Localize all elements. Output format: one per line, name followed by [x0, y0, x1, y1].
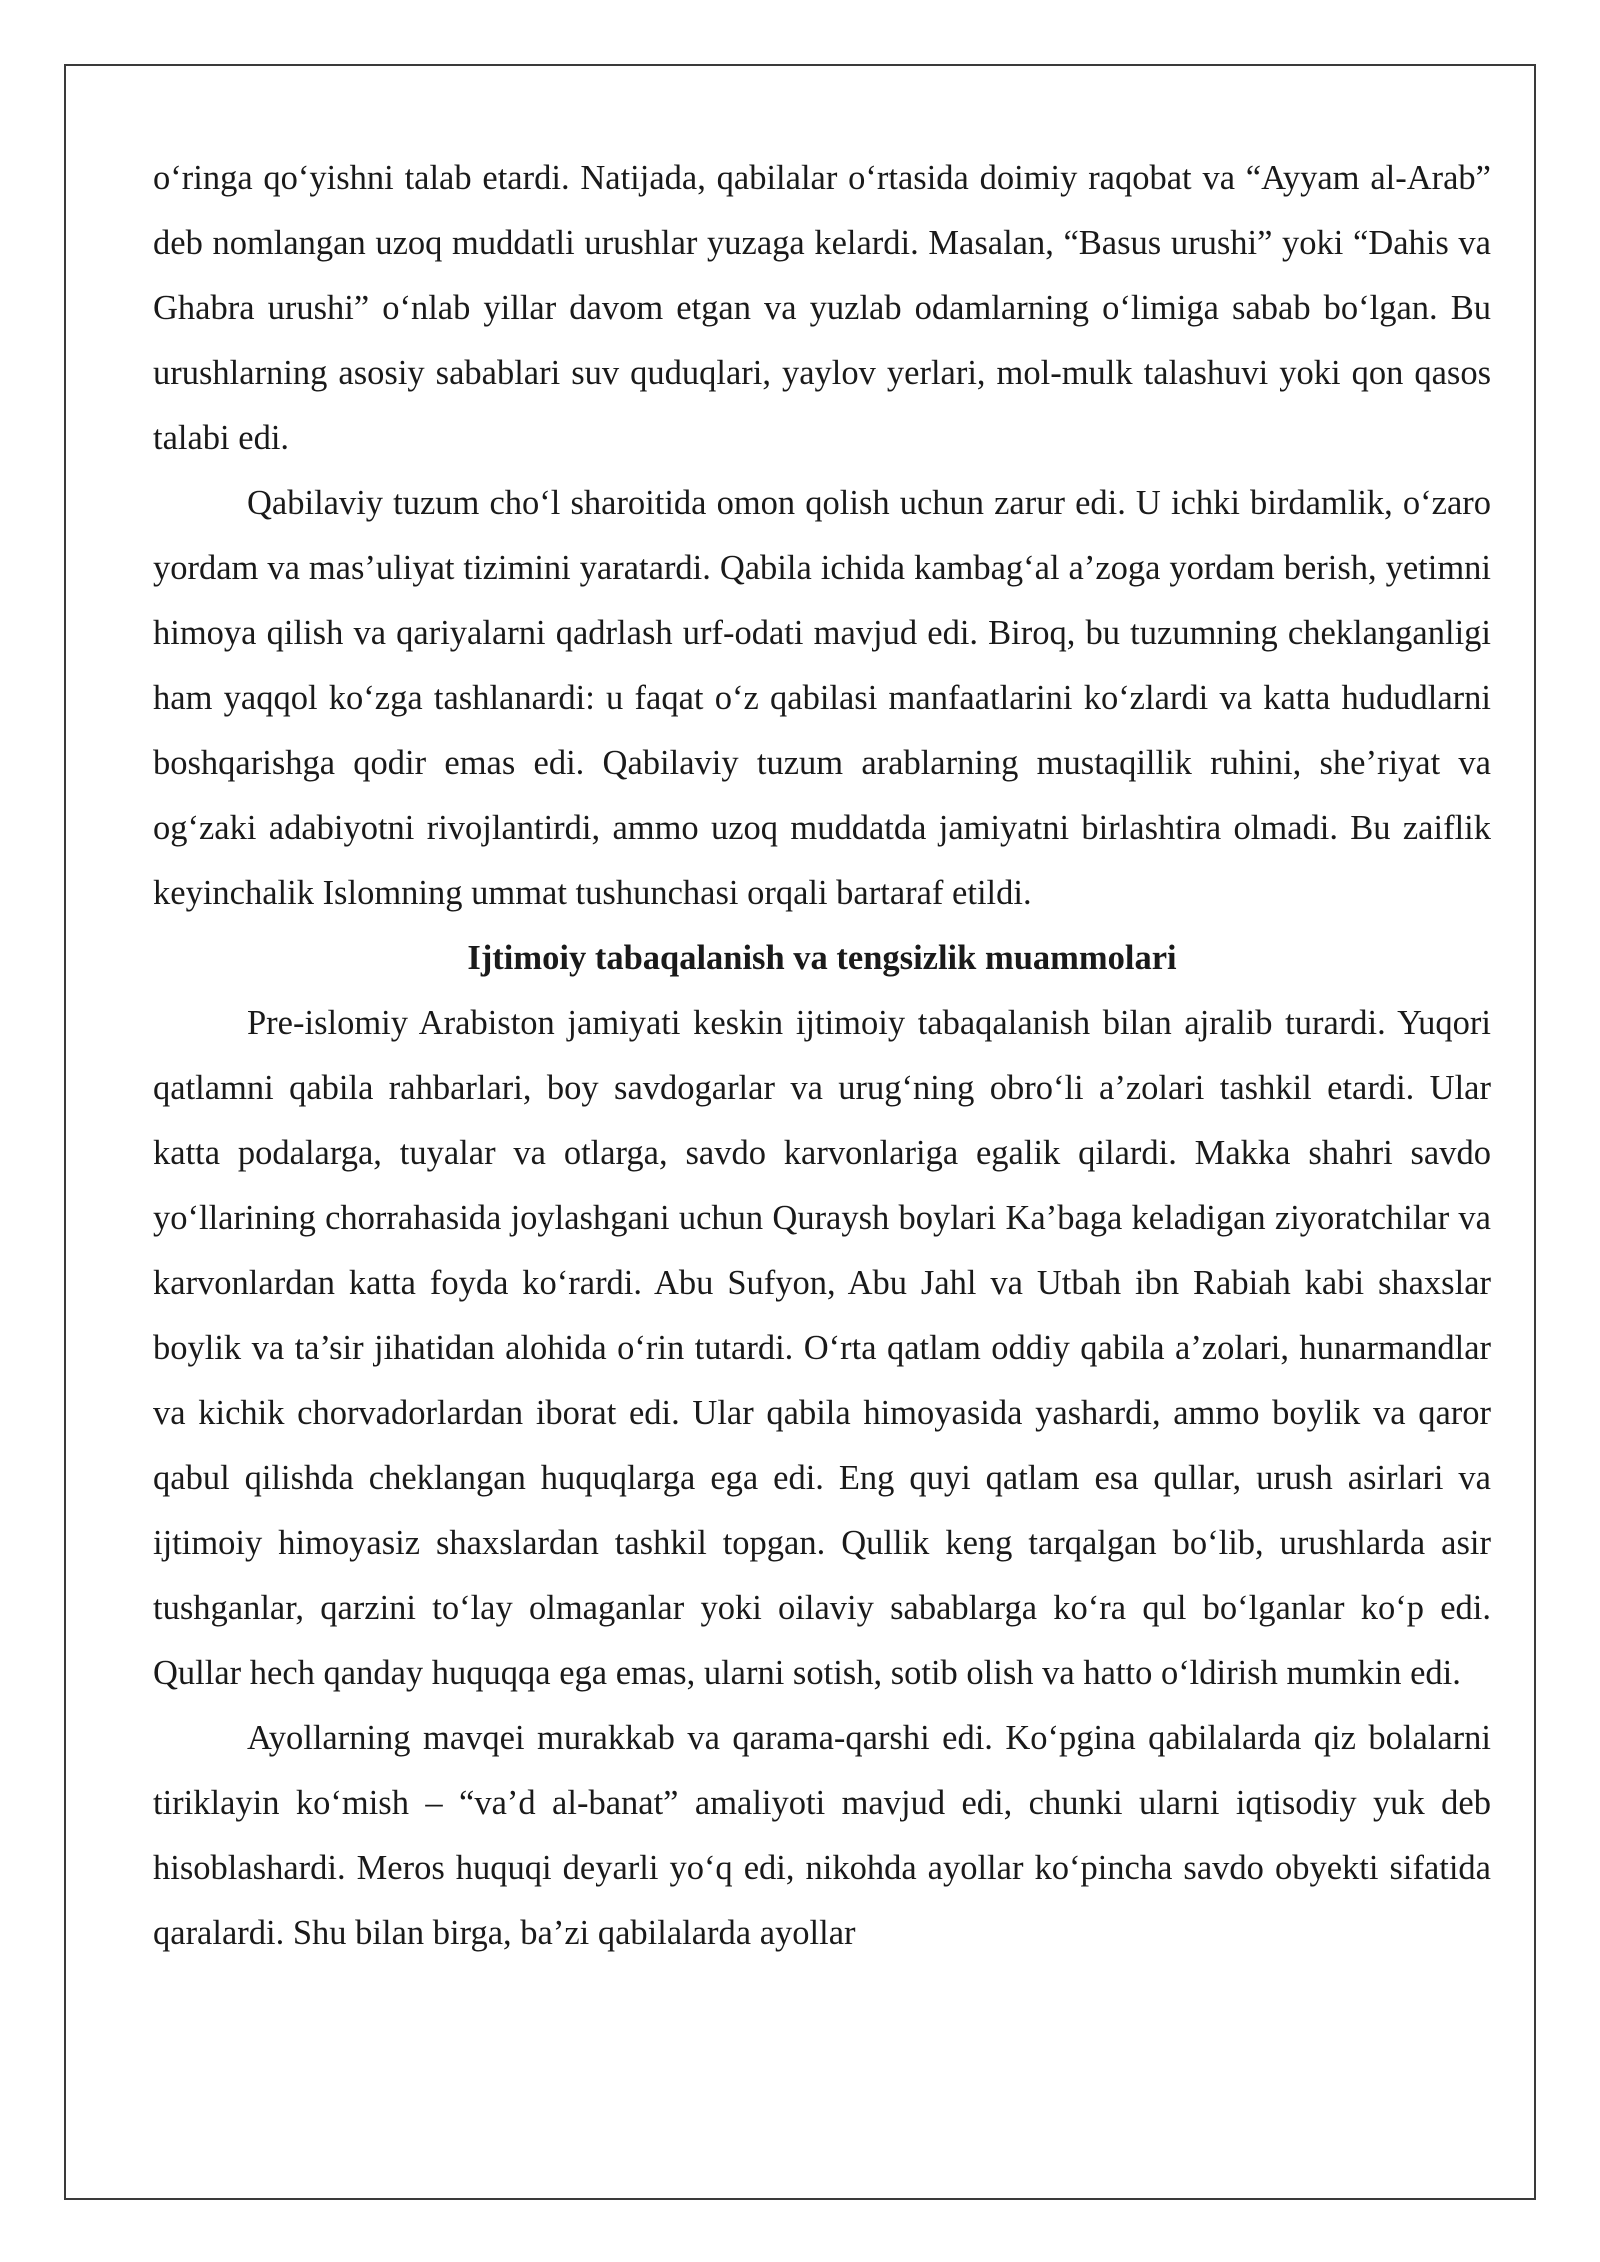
- paragraph-tribal-system: Qabilaviy tuzum cho‘l sharoitida omon qolish uchun zarur edi. U ichki birdamlik, o‘zaro yordam va mas’uliyat tizimini yaratardi. Qabila ichida kambag‘al a’zoga yordam berish, yetimni himoya qilish va qariyalarni qadrlash urf-odati mavjud edi. Biroq, bu tuzumning cheklanganligi ham yaqqol ko‘zga tashlanardi: u faqat o‘z qabilasi manfaatlarini ko‘zlardi va katta hududlarni boshqarishga qodir emas edi. Qabilaviy tuzum arablarning mustaqillik ruhini, she’riyat va og‘zaki adabiyotni rivojlantirdi, ammo uzoq muddatda jamiyatni birlashtira olmadi. Bu zaiflik keyinchalik Islomning ummat tushunchasi orqali bartaraf etildi.: [153, 484, 1491, 912]
- document-body: [153, 146, 1491, 1966]
- paragraph-women-status: Ayollarning mavqei murakkab va qarama-qarshi edi. Ko‘pgina qabilalarda qiz bolalarni tiriklayin ko‘mish – “va’d al-banat” amaliyoti mavjud edi, chunki ularni iqtisodiy yuk deb hisoblashardi. Meros huquqi deyarli yo‘q edi, nikohda ayollar ko‘pincha savdo obyekti sifatida qaralardi. Shu bilan birga, ba’zi qabilalarda ayollar: [153, 1719, 1491, 1952]
- paragraph-continuation: o‘ringa qo‘yishni talab etardi. Natijada, qabilalar o‘rtasida doimiy raqobat va “Ayyam al-Arab” deb nomlangan uzoq muddatli urushlar yuzaga kelardi. Masalan, “Basus urushi” yoki “Dahis va Ghabra urushi” o‘nlab yillar davom etgan va yuzlab odamlarning o‘limiga sabab bo‘lgan. Bu urushlarning asosiy sabablari suv quduqlari, yaylov yerlari, mol-mulk talashuvi yoki qon qasos talabi edi.: [153, 159, 1491, 457]
- paragraph-social-stratification: Pre-islomiy Arabiston jamiyati keskin ijtimoiy tabaqalanish bilan ajralib turardi. Yuqori qatlamni qabila rahbarlari, boy savdogarlar va urug‘ning obro‘li a’zolari tashkil etardi. Ular katta podalarga, tuyalar va otlarga, savdo karvonlariga egalik qilardi. Makka shahri savdo yo‘llarining chorrahasida joylashgani uchun Quraysh boylari Ka’baga keladigan ziyoratchilar va karvonlardan katta foyda ko‘rardi. Abu Sufyon, Abu Jahl va Utbah ibn Rabiah kabi shaxslar boylik va ta’sir jihatidan alohida o‘rin tutardi. O‘rta qatlam oddiy qabila a’zolari, hunarmandlar va kichik chorvadorlardan iborat edi. Ular qabila himoyasida yashardi, ammo boylik va qaror qabul qilishda cheklangan huquqlarga ega edi. Eng quyi qatlam esa qullar, urush asirlari va ijtimoiy himoyasiz shaxslardan tashkil topgan. Qullik keng tarqalgan bo‘lib, urushlarda asir tushganlar, qarzini to‘lay olmaganlar yoki oilaviy sabablarga ko‘ra qul bo‘lganlar ko‘p edi. Qullar hech qanday huquqqa ega emas, ularni sotish, sotib olish va hatto o‘ldirish mumkin edi.: [153, 1004, 1491, 1692]
- section-heading: Ijtimoiy tabaqalanish va tengsizlik muammolari: [467, 939, 1177, 977]
